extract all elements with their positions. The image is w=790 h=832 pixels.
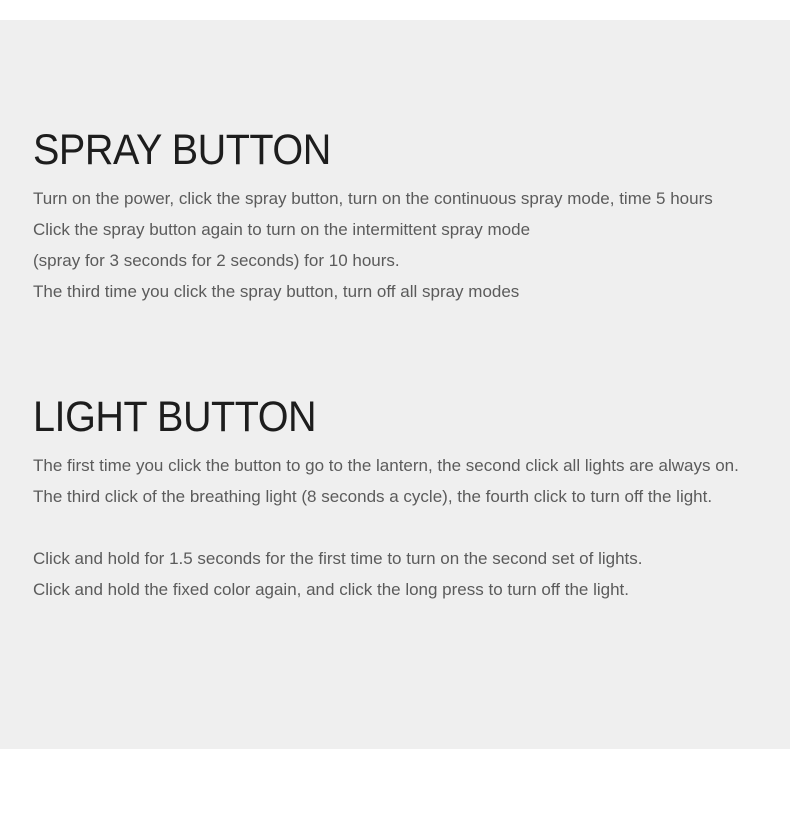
spray-button-section (33, 124, 773, 307)
light-instruction-line: Click and hold the fixed color again, and click the long press to turn off the light. (33, 580, 629, 599)
content-panel (0, 20, 790, 749)
spray-button-heading: SPRAY BUTTON (33, 126, 331, 174)
light-instructions (33, 450, 773, 605)
light-button-section (33, 391, 773, 605)
spray-instruction-line: The third time you click the spray button, turn off all spray modes (33, 282, 520, 301)
spray-instruction-line: Turn on the power, click the spray button, turn on the continuous spray mode, time 5 hours (33, 189, 713, 208)
light-instruction-line: The first time you click the button to go to the lantern, the second click all lights are always on. (33, 456, 739, 475)
spray-instruction-line: (spray for 3 seconds for 2 seconds) for 10 hours. (33, 251, 400, 270)
light-instruction-line: The third click of the breathing light (8 seconds a cycle), the fourth click to turn off the light. (33, 487, 713, 506)
spray-instruction-line: Click the spray button again to turn on the intermittent spray mode (33, 220, 531, 239)
spray-instructions (33, 183, 773, 307)
light-button-heading: LIGHT BUTTON (33, 393, 317, 441)
paragraph-spacer (33, 512, 773, 543)
light-instruction-line: Click and hold for 1.5 seconds for the first time to turn on the second set of lights. (33, 549, 643, 568)
